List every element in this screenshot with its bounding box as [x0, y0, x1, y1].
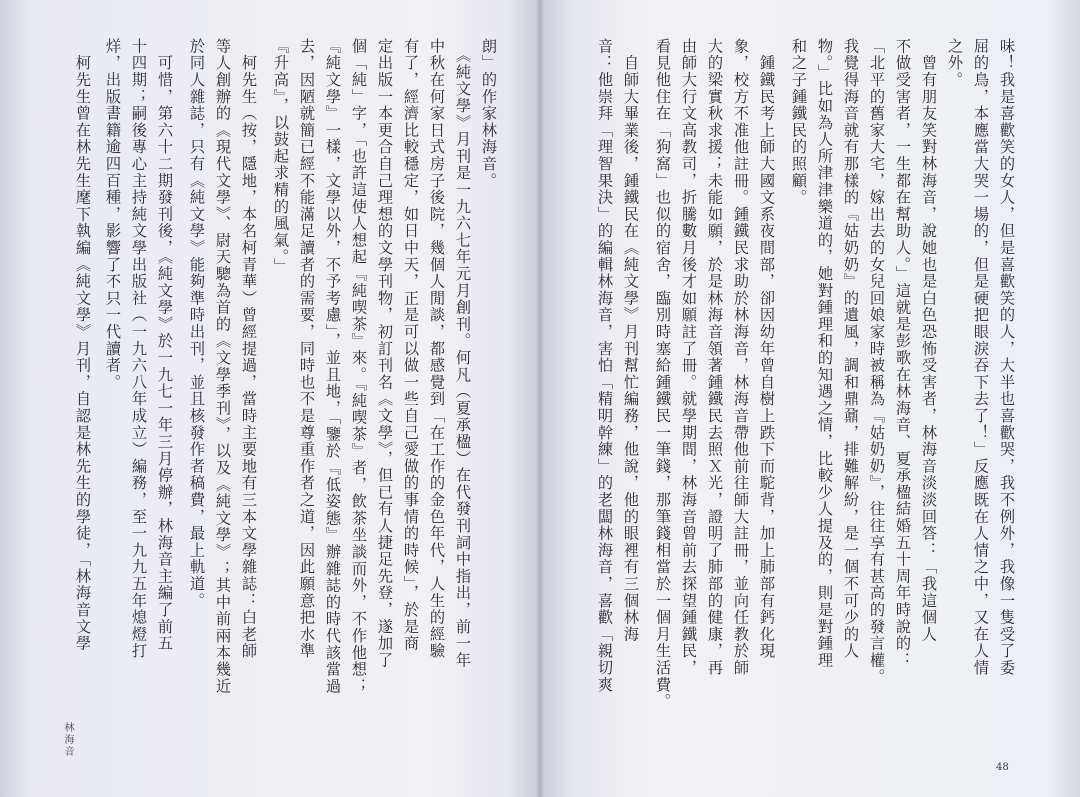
text-column: 我覺得海音就有那樣的『姑奶奶』的遺風，調和鼎鼐，排難解紛，是一個不可少的人: [842, 38, 860, 660]
page-number: 48: [996, 762, 1009, 773]
text-column: 曾有朋友笑對林海音，說她也是白色恐怖受害者，林海音淡淡回答：「我這個人: [920, 38, 938, 643]
text-column: 象，校方不准他註冊。鍾鐵民求助於林海音，林海音帶他前往師大註冊，並向任教於師: [732, 38, 750, 677]
text-column: 大的梁實秋求援；未能如願，於是林海音領著鍾鐵民去照Ｘ光，證明了肺部的健康，再: [706, 38, 724, 677]
text-column: 個「純」字，「也許這使人想起『純喫茶』來。『純喫茶』者，飲茶坐談而外，不作他想；: [350, 38, 368, 695]
text-column: 音：他崇拜「理智果決」的編輯林海音，害怕「精明幹練」的老闆林海音，喜歡「親切爽: [596, 38, 614, 694]
text-column: 屈的鳥，本應當大哭一場的，但是硬把眼淚吞下去了！」反應既在人情之中，又在人情: [972, 38, 990, 677]
text-column: 朗」的作家林海音。: [480, 38, 498, 190]
text-column: 「北平的舊家大宅，嫁出去的女兒回娘家時被稱為『姑奶奶』，往往享有甚高的發言權。: [868, 38, 886, 686]
text-column: 『升高』，以鼓起求精的風氣。」: [272, 38, 290, 275]
text-column: 鍾鐵民考上師大國文系夜間部，卻因幼年曾自樹上跌下而駝背，加上肺部有鈣化現: [758, 38, 776, 660]
running-footer-author: 林海音: [62, 722, 73, 758]
text-column: 和之子鍾鐵民的照顧。: [790, 38, 808, 206]
text-column: 看見他住在「狗窩」也似的宿舍，臨別時塞給鍾鐵民一筆錢，那筆錢相當於一個月生活費。: [654, 38, 672, 710]
text-column: 於同人雜誌，只有《純文學》能夠準時出刊，並且核發作者稿費，最上軌道。: [188, 38, 206, 610]
text-column: 定出版一本更合自己理想的文學刊物，初訂刊名《文學》，但已有人捷足先登，遂加了: [376, 38, 394, 669]
text-column: 之外。: [946, 38, 964, 89]
text-column: 等人創辦的《現代文學》、尉天驄為首的《文學季刊》，以及《純文學》；其中前兩本幾近: [214, 38, 232, 695]
text-column: 有了，經濟比較穩定，如日中天，正是可以做一些自己愛做的事情的時候」，於是商: [402, 38, 420, 652]
right-page: [540, 0, 1080, 797]
text-column: 柯先生曾在林先生麾下執編《純文學》月刊，自認是林先生的學徒，「林海音文學: [74, 38, 92, 652]
text-column: 去，因陋就簡已經不能滿足讀者的需要，同時也不是尊重作者之道，因此願意把水準: [298, 38, 316, 660]
text-column: 可惜，第六十二期發刊後，《純文學》於一九七一年三月停辦，林海音主編了前五: [156, 38, 174, 652]
text-column: 物。」比如為人所津津樂道的，她對鍾理和的知遇之情，比較少人提及的，則是對鍾理: [816, 38, 834, 669]
text-column: 自師大畢業後，鍾鐵民在《純文學》月刊幫忙編務，他說，他的眼裡有三個林海: [622, 38, 640, 643]
text-column: 『純文學』一樣，文學以外，不予考慮」，並且地，「鑒於『低姿態』辦雜誌的時代該當過: [324, 38, 342, 695]
text-column: 《純文學》月刊是一九六七年元月創刊。何凡（夏承楹）在代發刊詞中指出，前一年: [454, 38, 472, 669]
text-column: 柯先生（按，隱地，本名柯青華）曾經提過，當時主要地有三本文學雜誌：白老師: [240, 38, 258, 660]
text-column: 由師大行文高教司，折騰數月後才如願註了冊。就學期間，林海音曾前去探望鍾鐵民，: [680, 38, 698, 677]
text-column: 十四期；嗣後專心主持純文學出版社（一九六八年成立）編務，至一九九五年熄燈打: [130, 38, 148, 660]
text-column: 烊，出版書籍逾四百種，影響了不只一代讀者。: [104, 38, 122, 391]
text-column: 味！我是喜歡笑的女人，但是喜歡笑的人，大半也喜歡哭，我不例外，我像一隻受了委: [998, 38, 1016, 677]
text-column: 不做受害者，一生都在幫助人。」這就是彭歌在林海音、夏承楹結婚五十周年時說的：: [894, 38, 912, 669]
text-column: 中秋在何家日式房子後院，幾個人閒談，都感覺到「在工作的金色年代，人生的經驗: [428, 38, 446, 660]
